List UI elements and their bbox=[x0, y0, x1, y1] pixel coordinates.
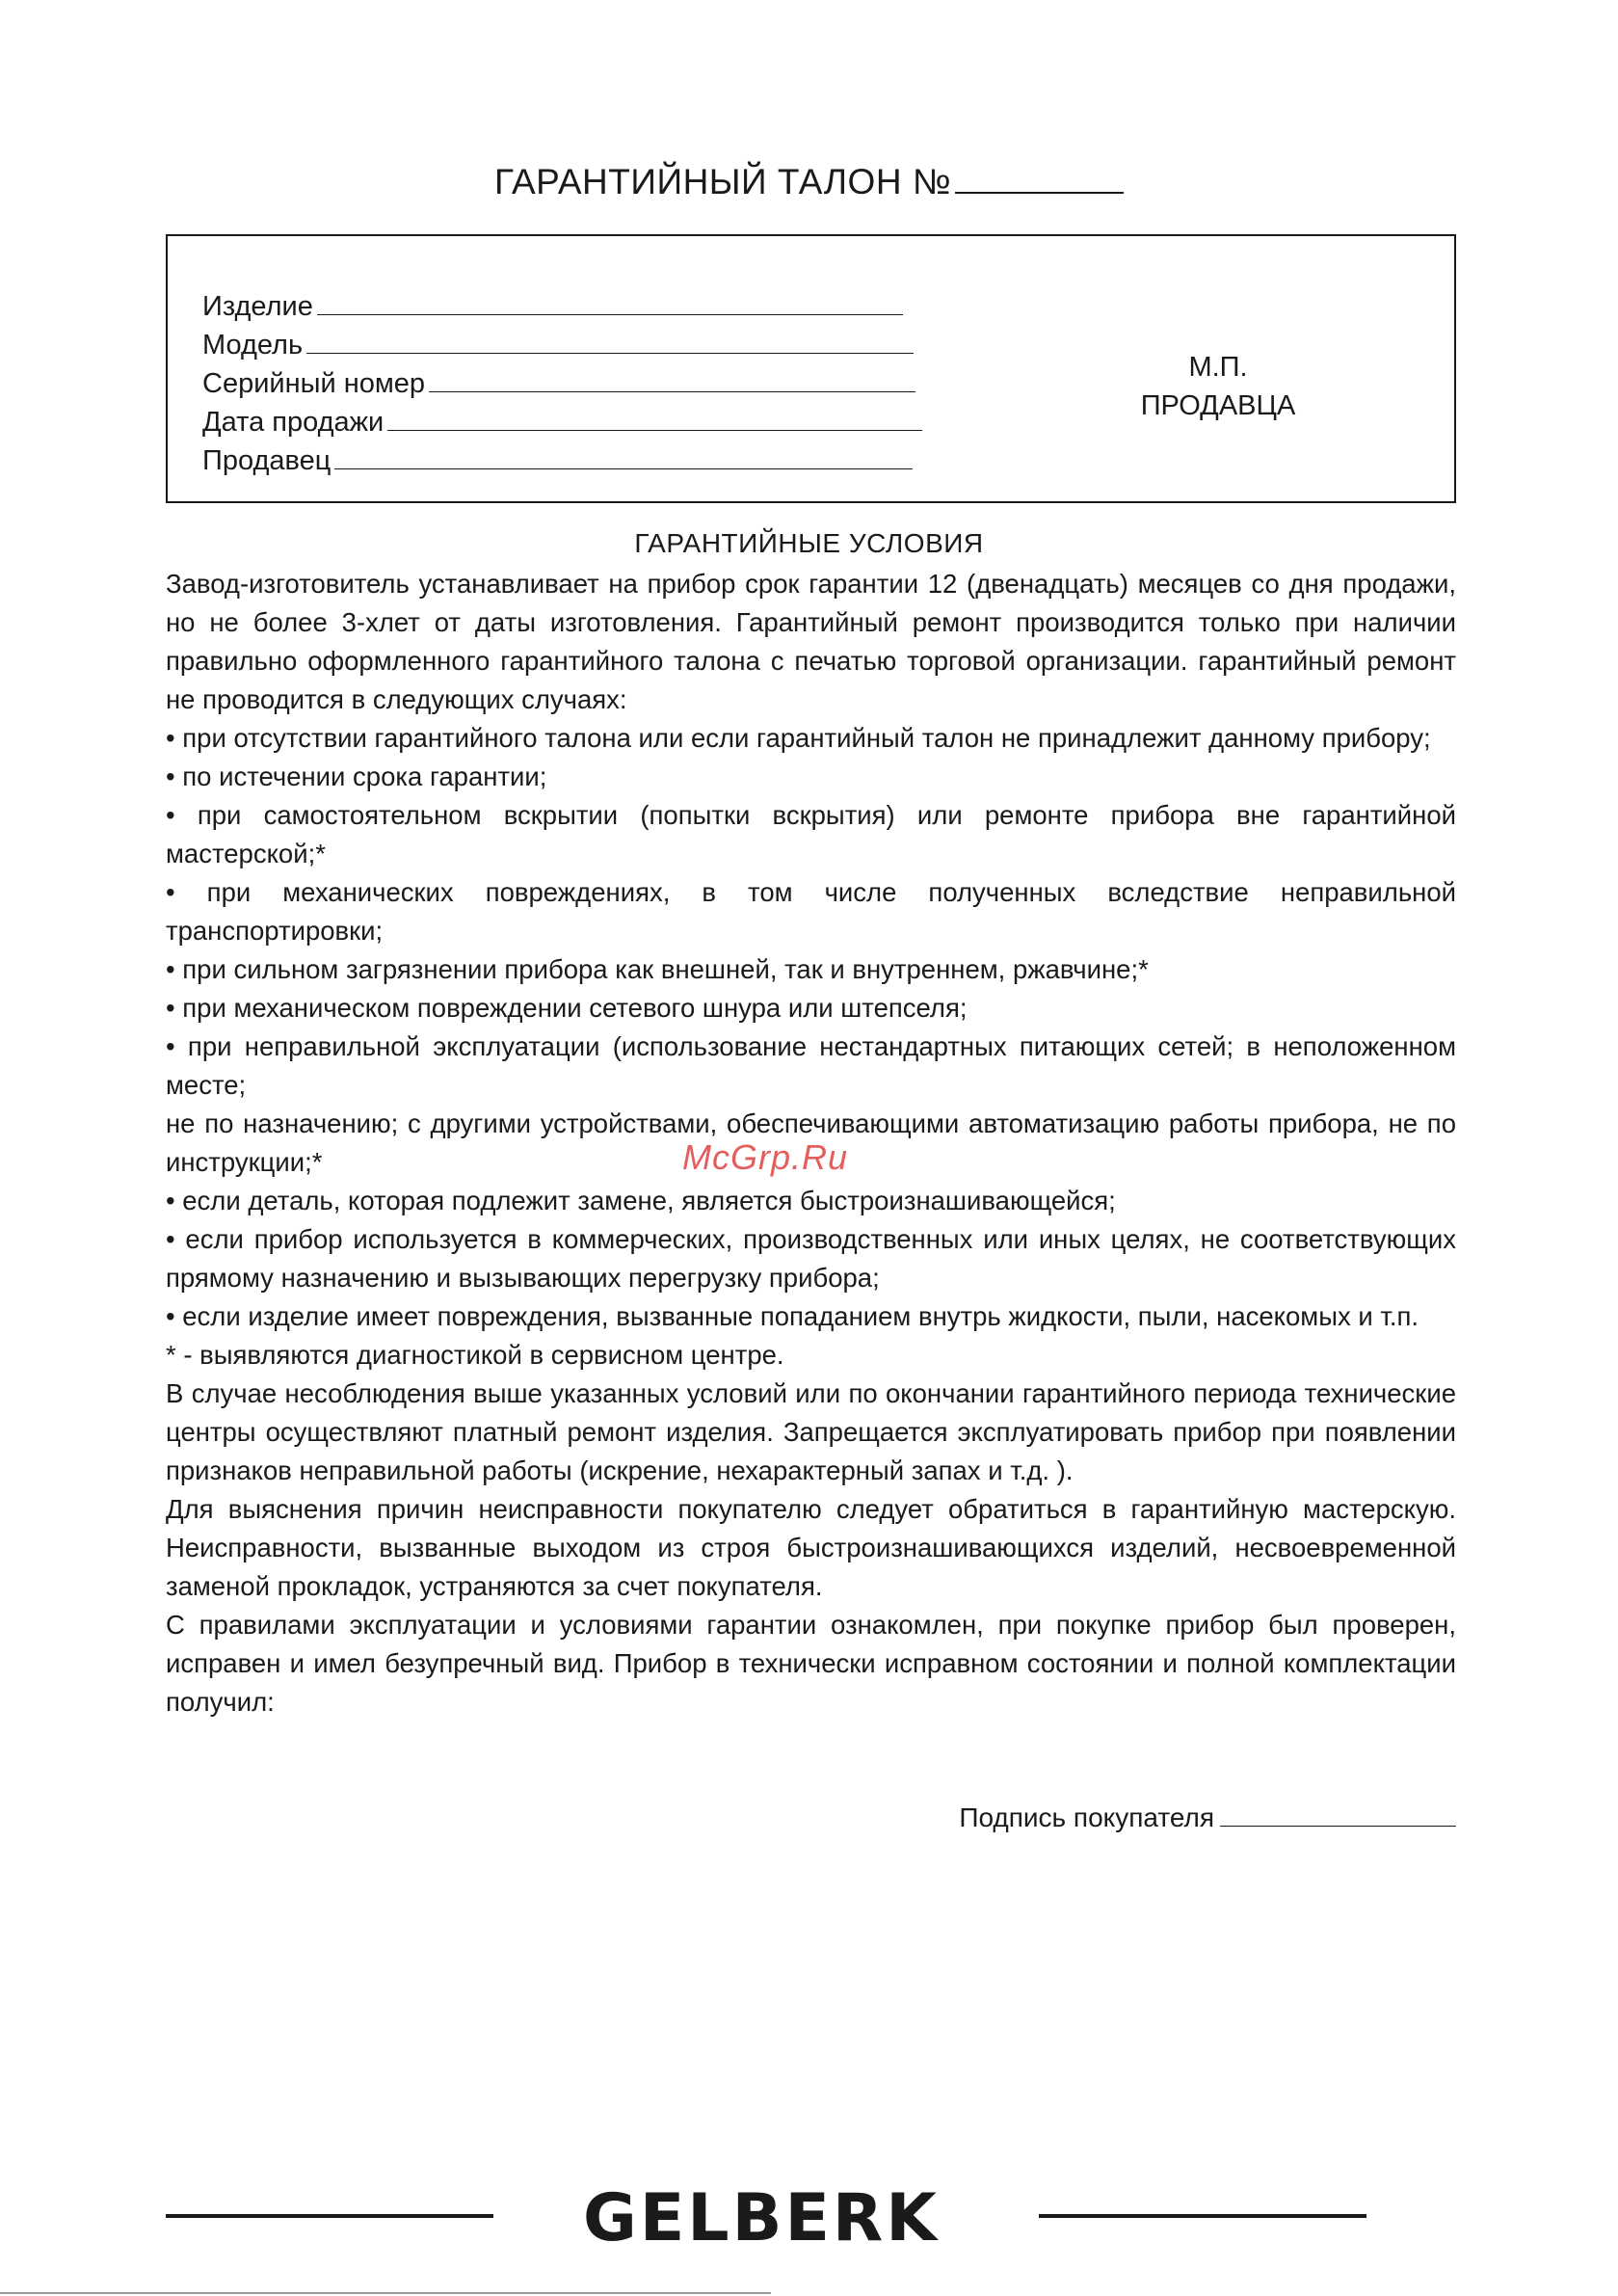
signature-label: Подпись покупателя bbox=[959, 1802, 1214, 1832]
list-item: • если изделие имеет повреждения, вызванные попаданием внутрь жидкости, пыли, насекомых и т.п. bbox=[166, 1301, 1419, 1331]
watermark-text: McGrp.Ru bbox=[682, 1137, 849, 1177]
title-text: ГАРАНТИЙНЫЙ ТАЛОН № bbox=[493, 162, 952, 201]
talon-number-blank bbox=[955, 165, 1124, 194]
footer-rule-right bbox=[1039, 2214, 1366, 2218]
field-seller bbox=[202, 439, 973, 477]
footnote: * - выявляются диагностикой в сервисном центре. bbox=[166, 1340, 784, 1370]
paragraph-intro: Завод-изготовитель устанавливает на прибор срок гарантии 12 (двенадцать) месяцев со дня продажи, но не более 3-хлет от даты изготовления. Гарантийный ремонт производится только при наличии правильно оформленного гарантийного талона с печатью торговой организации. гарантийный ремонт не проводится в следующих случаях: bbox=[166, 569, 1456, 714]
field-label: Продавец bbox=[202, 445, 332, 476]
brand-logo: GELBERK bbox=[583, 2180, 940, 2256]
field-sale-date bbox=[202, 400, 973, 439]
field-model bbox=[202, 323, 973, 361]
list-item: • при отсутствии гарантийного талона или если гарантийный талон не принадлежит данному прибору; bbox=[166, 723, 1431, 753]
field-blank-line bbox=[306, 352, 914, 354]
product-fields bbox=[202, 284, 973, 477]
field-blank-line bbox=[429, 390, 915, 392]
field-blank-line bbox=[317, 313, 903, 315]
section-title: ГАРАНТИЙНЫЕ УСЛОВИЯ bbox=[634, 528, 984, 558]
list-item: • при сильном загрязнении прибора как внешней, так и внутреннем, ржавчине;* bbox=[166, 954, 1149, 984]
page-bottom-edge bbox=[0, 2292, 771, 2294]
list-item: • если деталь, которая подлежит замене, является быстроизнашивающейся; bbox=[166, 1186, 1116, 1215]
list-item: • при механическом повреждении сетевого шнура или штепселя; bbox=[166, 993, 968, 1023]
field-label: Модель bbox=[202, 330, 304, 360]
field-product bbox=[202, 284, 973, 323]
signature-blank-line bbox=[1220, 1802, 1456, 1827]
list-item: не по назначению; с другими устройствами, обеспечивающими автоматизацию работы прибора, не по инструкции;* bbox=[166, 1108, 1456, 1177]
field-blank-line bbox=[387, 429, 922, 431]
field-serial-number bbox=[202, 361, 973, 400]
field-label: Дата продажи bbox=[202, 407, 385, 438]
list-item: • по истечении срока гарантии; bbox=[166, 761, 547, 791]
list-item: • при самостоятельном вскрытии (попытки вскрытия) или ремонте прибора вне гарантийной мастерской;* bbox=[166, 800, 1456, 868]
list-item: • при механических повреждениях, в том числе полученных вследствие неправильной транспортировки; bbox=[166, 877, 1456, 946]
footer-rule-left bbox=[166, 2214, 493, 2218]
field-label: Изделие bbox=[202, 291, 313, 322]
page-title bbox=[0, 162, 1618, 202]
list-item: • при неправильной эксплуатации (использование нестандартных питающих сетей; в неположенном месте; bbox=[166, 1031, 1456, 1100]
seller-stamp-area bbox=[1098, 348, 1339, 425]
paragraph-acknowledgement: С правилами эксплуатации и условиями гарантии ознакомлен, при покупке прибор был проверен, исправен и имел безупречный вид. Прибор в технически исправном состоянии и полной комплектации получил: bbox=[166, 1610, 1456, 1717]
field-label: Серийный номер bbox=[202, 368, 426, 399]
paragraph-paid-repair: В случае несоблюдения выше указанных условий или по окончании гарантийного периода технические центры осуществляют платный ремонт изделия. Запрещается эксплуатировать прибор при появлении признаков неправильной работы (искрение, нехарактерный запах и т.д. ). bbox=[166, 1378, 1456, 1485]
product-info-card bbox=[166, 234, 1456, 503]
stamp-line-1: М.П. bbox=[1188, 352, 1248, 383]
field-blank-line bbox=[334, 467, 913, 469]
list-item: • если прибор используется в коммерческих, производственных или иных целях, не соответствующих прямому назначению и вызывающих перегрузку прибора; bbox=[166, 1224, 1456, 1293]
buyer-signature bbox=[867, 1799, 1456, 1837]
stamp-line-2: ПРОДАВЦА bbox=[1140, 390, 1296, 421]
paragraph-faults: Для выяснения причин неисправности покупателю следует обратиться в гарантийную мастерскую. Неисправности, вызванные выходом из строя быстроизнашивающихся изделий, несвоевременной заменой прокладок, устраняются за счет покупателя. bbox=[166, 1494, 1456, 1601]
